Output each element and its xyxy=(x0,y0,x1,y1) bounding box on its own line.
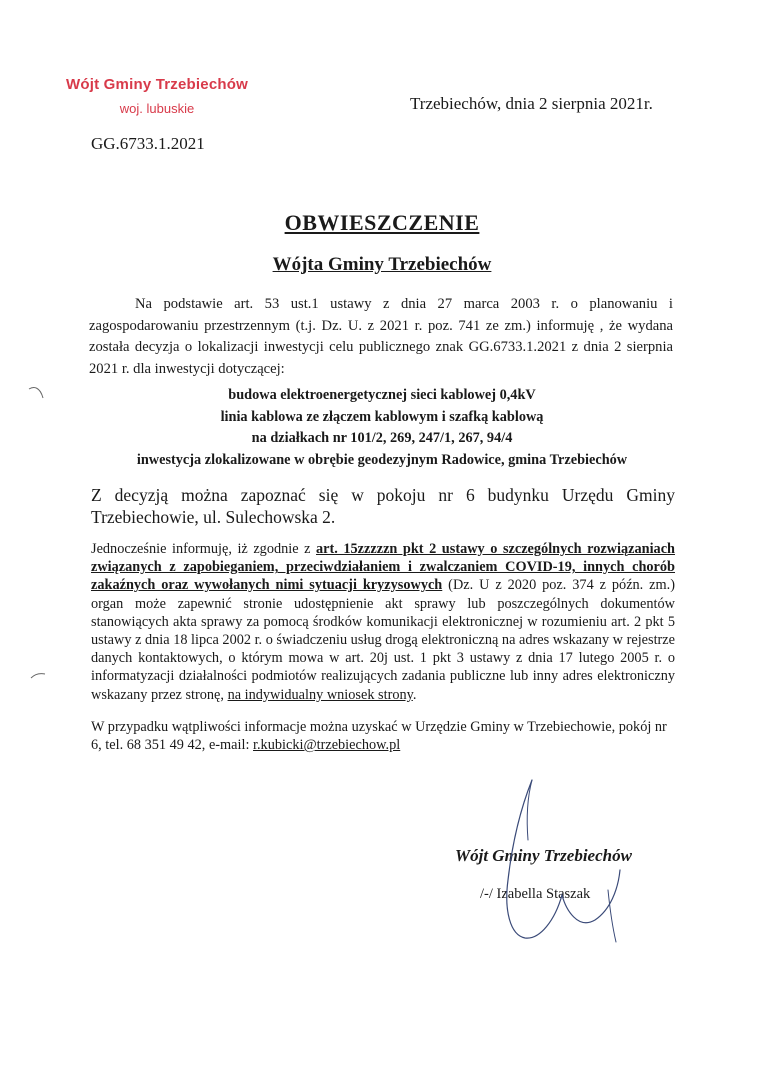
contact-email-link[interactable]: r.kubicki@trzebiechow.pl xyxy=(253,737,401,754)
investment-line-3: na działkach nr 101/2, 269, 247/1, 267, 94/4 xyxy=(251,430,513,446)
place-and-date: Trzebiechów, dnia 2 sierpnia 2021r. xyxy=(410,94,653,113)
legal-basis-paragraph: Na podstawie art. 53 ust.1 ustawy z dnia 27 marca 2003 r. o planowaniu i zagospodarowaniu przestrzennym (t.j. Dz. U. z 2021 r. poz. 741 ze zm.) informuję , że wydana została decyzja o lokalizacji inwestycji celu publicznego znak GG.6733.1.2021 z dnia 2 sierpnia 2021 r. dla inwestycji dotyczącej: xyxy=(89,296,673,377)
contact-paragraph xyxy=(91,718,675,754)
official-stamp xyxy=(62,76,252,116)
inspection-info-paragraph: Z decyzją można zapoznać się w pokoju nr 6 budynku Urzędu Gminy Trzebiechowie, ul. Sulechowska 2. xyxy=(91,485,675,527)
electronic-access-paragraph xyxy=(91,540,675,704)
investment-line-1: budowa elektroenergetycznej sieci kablowej 0,4kV xyxy=(228,387,536,403)
investment-line-4: inwestycja zlokalizowane w obrębie geodezyjnym Radowice, gmina Trzebiechów xyxy=(136,451,628,468)
signer-name: /-/ Izabella Staszak xyxy=(480,886,591,902)
stamp-office: Wójt Gminy Trzebiechów xyxy=(66,76,248,93)
individual-request-text: na indywidualny wniosek strony xyxy=(227,686,413,703)
document-title: OBWIESZCZENIE xyxy=(284,210,480,235)
case-reference-number: GG.6733.1.2021 xyxy=(91,134,205,153)
signer-title: Wójt Gminy Trzebiechów xyxy=(455,846,632,865)
contact-text: W przypadku wątpliwości informacje można uzyskać w Urzędzie Gminy w Trzebiechowie, pokój nr 6, tel. 68 351 49 42, e-mail: xyxy=(91,719,667,754)
para3-end: . xyxy=(412,686,417,703)
stamp-region: woj. lubuskie xyxy=(119,101,195,116)
scan-mark xyxy=(30,672,46,680)
scan-mark xyxy=(28,386,44,400)
para3-body: (Dz. U z 2020 poz. 374 z późn. zm.) organ może zapewnić stronie udostępnienie akt sprawy lub poszczególnych dokumentów stanowiących akta sprawy za pomocą środków komunikacji elektronicznej w rozumieniu art. 2 pkt 5 ustawy z dnia 18 lipca 2002 r. o świadczeniu usług drogą elektroniczną na adres wskazany w rejestrze danych kontaktowych, o którym mowa w art. 20j ust. 1 pkt 3 ustawy z dnia 17 lutego 2005 r. o informatyzacji działalności podmiotów realizujących zadania publiczne lub inny adres elektroniczny wskazany przez stronę, xyxy=(91,577,675,703)
investment-line-2: linia kablowa ze złączem kablowym i szafką kablową xyxy=(220,408,544,425)
covid-law-reference: art. 15zzzzzn pkt 2 ustawy o szczególnych rozwiązaniach związanych z zapobieganiem, przeciwdziałaniem i zwalczaniem COVID-19, innych chorób zakaźnych oraz wywołanych nimi sytuacji kryzysowych xyxy=(91,541,675,594)
investment-description xyxy=(90,385,674,471)
document-subtitle: Wójta Gminy Trzebiechów xyxy=(272,254,492,275)
para3-intro: Jednocześnie informuję, iż zgodnie z xyxy=(91,541,317,557)
